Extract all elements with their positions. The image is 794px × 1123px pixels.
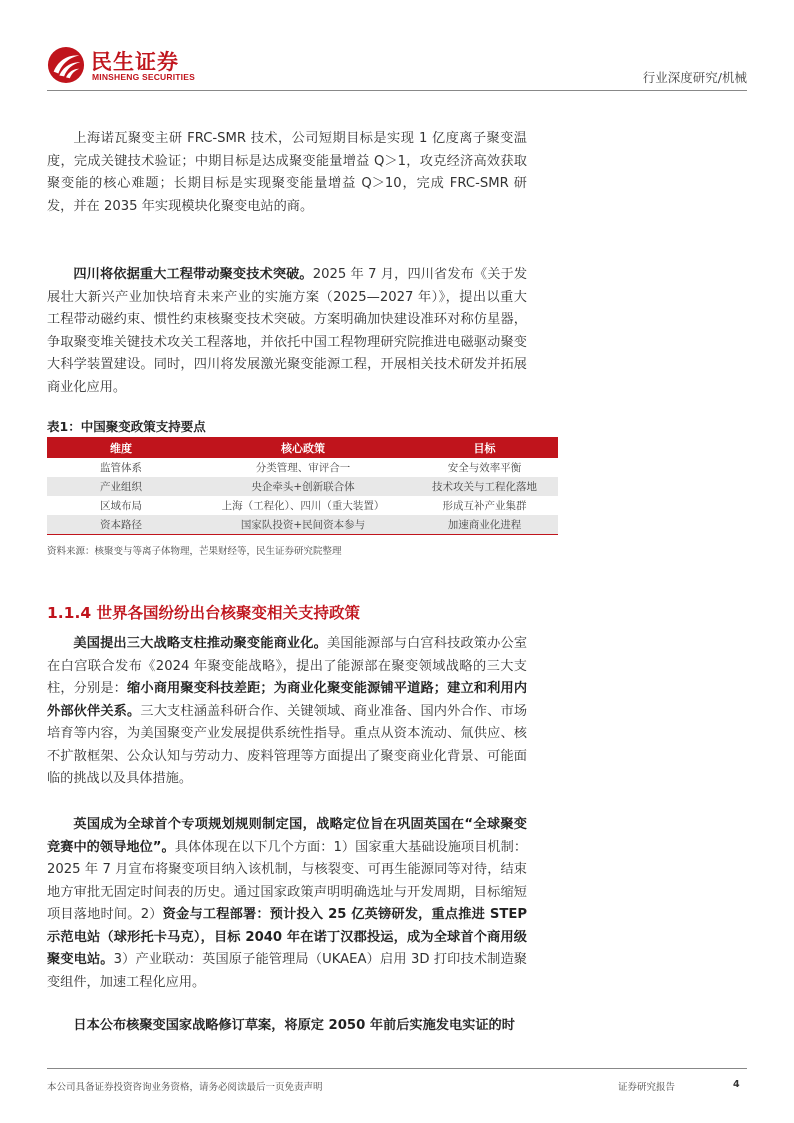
- paragraph-sichuan: [47, 264, 527, 399]
- table-cell: 上海（工程化）、四川（重大装置）: [221, 500, 385, 512]
- header-divider: [47, 90, 747, 91]
- table-header-row: [47, 437, 558, 458]
- paragraph-sichuan-body: 2025 年 7 月，四川省发布《关于发展壮大新兴产业加快培育未来产业的实施方案（2025—2027 年）》，提出以重大工程带动磁约束、惯性约束核聚变技术突破。方案明确加快建设准环对称仿星器，争取聚变堆关键技术攻关工程落地，并依托中国工程物理研究院推进电磁驱动聚变大科学装置建设。同时，四川将发展激光聚变能源工程，开展相关技术研发并拓展商业化应用。: [47, 267, 528, 395]
- paragraph-uk-funding: 资金与工程部署：预计投入 25 亿英镑研发，重点推进 STEP 示范电站（球形托卡马克），目标 2040 年在诺丁汉郡投运，成为全球首个商用级聚变电站。: [47, 907, 528, 967]
- table-cell: 央企牵头+创新联合体: [195, 477, 411, 496]
- footer-report-type: 证券研究报告: [618, 1082, 676, 1093]
- paragraph-uk-text-2: 3）产业联动：英国原子能管理局（UKAEA）启用 3D 打印技术制造聚变组件，加速工程化应用。: [47, 952, 527, 990]
- section-title: 1.1.4 世界各国纷纷出台核聚变相关支持政策: [47, 604, 361, 622]
- table-cell: 产业组织: [47, 477, 195, 496]
- minsheng-logo-icon: [47, 46, 85, 84]
- paragraph-usa-lead: 美国提出三大战略支柱推动聚变能商业化。: [73, 636, 327, 651]
- paragraph-usa-text-2: 三大支柱涵盖科研合作、关键领域、商业准备、国内外合作、市场培育等内容，为美国聚变产业发展提供系统性指导。重点从资本流动、氚供应、核不扩散框架、公众认知与劳动力、废料管理等方面提出了聚变商业化背景、可能面临的挑战以及具体措施。: [47, 703, 528, 786]
- paragraph-usa-text-1: 美国能源部与白宫科技政策办公室在白宫联合发布《2024 年聚变能战略》，提出了能源部在聚变领域战略的三大支柱，分别是：: [47, 636, 528, 696]
- paragraph-sichuan-lead: 四川将依据重大工程带动聚变技术突破。: [73, 267, 313, 282]
- table-header-cell: 目标: [411, 437, 558, 458]
- table-cell: 资本路径: [47, 515, 195, 534]
- policy-table: [47, 437, 558, 535]
- table-title: 表1：中国聚变政策支持要点: [47, 419, 206, 434]
- table-row: [47, 458, 558, 477]
- paragraph-japan: [47, 1015, 527, 1038]
- paragraph-uk-lead: 英国成为全球首个专项规划规则制定国，战略定位旨在巩固英国在“全球聚变竞赛中的领导地位”。: [47, 817, 527, 855]
- table-row: [47, 515, 558, 534]
- logo-chinese-name: 民生证券: [91, 50, 179, 74]
- table-cell: 安全与效率平衡: [447, 462, 522, 474]
- page-header: [47, 42, 747, 92]
- report-category: 行业深度研究/机械: [642, 70, 747, 85]
- paragraph-uk: [47, 814, 527, 994]
- table-cell: 监管体系: [100, 462, 142, 474]
- table-cell: 分类管理、审评合一: [255, 462, 351, 474]
- table-cell: 国家队投资+民间资本参与: [195, 515, 411, 534]
- table-cell: 加速商业化进程: [411, 515, 558, 534]
- paragraph-usa: [47, 633, 527, 791]
- paragraph-japan-lead: 日本公布核聚变国家战略修订草案，将原定 2050 年前后实施发电实证的时: [73, 1018, 515, 1033]
- page-number: 4: [733, 1079, 740, 1090]
- table-cell: 形成互补产业集群: [442, 500, 527, 512]
- paragraph-uk-text-1: 具体体现在以下几个方面：1）国家重大基础设施项目机制：2025 年 7 月宣布将聚变项目纳入该机制，与核裂变、可再生能源同等对待，结束地方审批无固定时间表的历史。通过国家政策声明明确选址与开发周期，目标缩短项目落地时间。2）: [47, 839, 528, 922]
- table-cell: 区域布局: [100, 500, 142, 512]
- paragraph-usa-pillars: 缩小商用聚变科技差距；为商业化聚变能源铺平道路；建立和利用内外部伙伴关系。: [47, 681, 528, 719]
- table-header-cell: 维度: [47, 437, 195, 458]
- minsheng-logo: [47, 42, 197, 88]
- table-row: [47, 496, 558, 515]
- logo-english-name: MINSHENG SECURITIES: [92, 72, 195, 82]
- footer-disclaimer: 本公司具备证券投资咨询业务资格，请务必阅读最后一页免责声明: [47, 1082, 323, 1093]
- table-source: 资料来源：核聚变与等离子体物理，芒果财经等，民生证券研究院整理: [47, 546, 342, 557]
- footer-divider: [47, 1068, 747, 1069]
- paragraph-nova-fusion: 上海诺瓦聚变主研 FRC-SMR 技术，公司短期目标是实现 1 亿度离子聚变温度，完成关键技术验证；中期目标是达成聚变能量增益 Q＞1，攻克经济高效获取聚变能的核心难题；长期目标是实现聚变能量增益 Q＞10，完成 FRC-SMR 研发，并在 2035 年实现模块化聚变电站的商。: [47, 131, 527, 214]
- table-header-cell: 核心政策: [195, 437, 411, 458]
- table-row: [47, 477, 558, 496]
- table-cell: 技术攻关与工程化落地: [411, 477, 558, 496]
